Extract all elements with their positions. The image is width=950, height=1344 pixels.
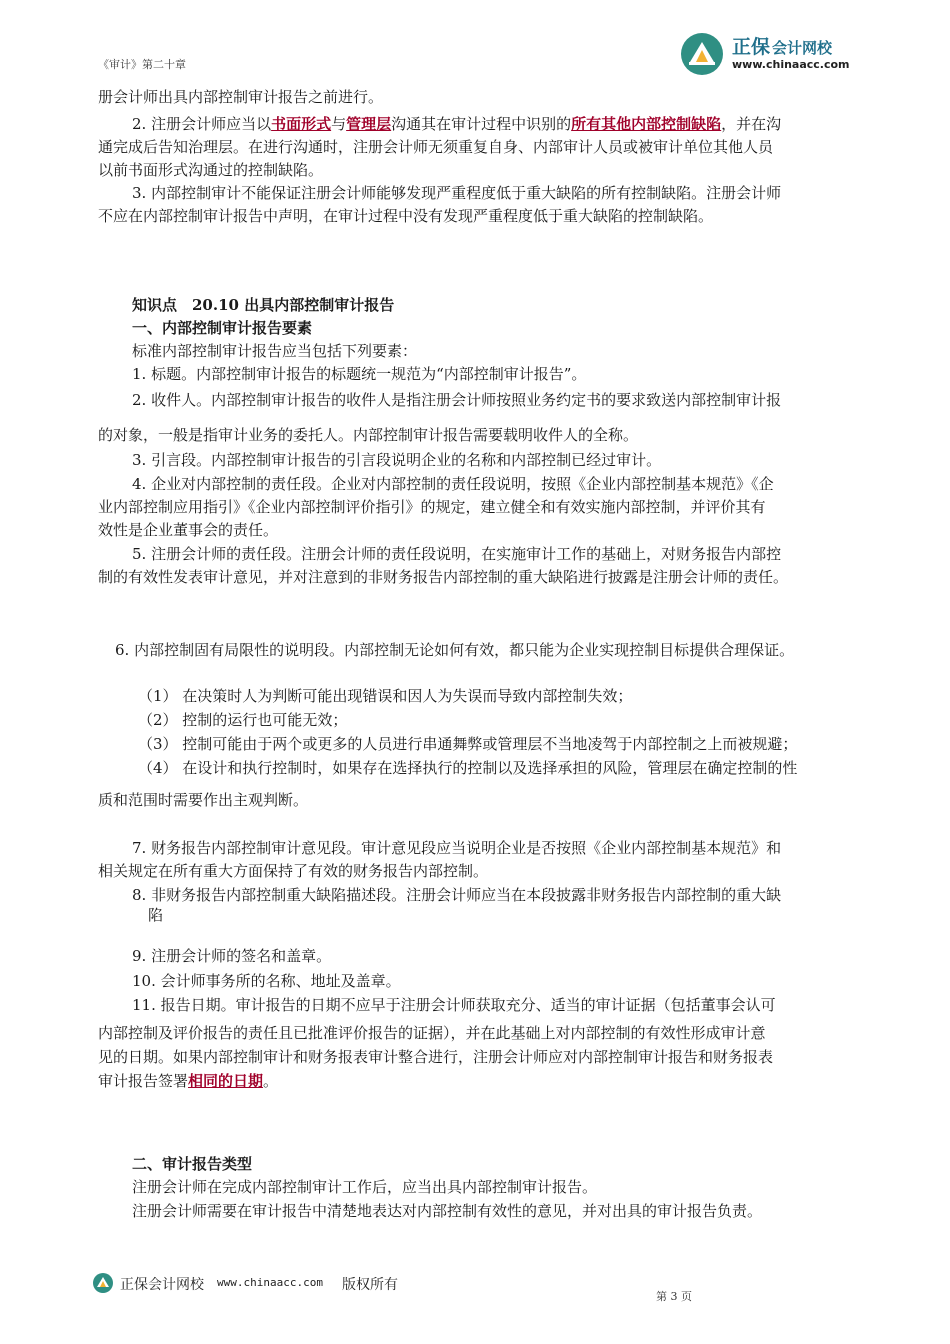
p2-mid1: 与 (331, 115, 347, 133)
logo-icon (680, 32, 728, 76)
keyword-management: 管理层 (346, 115, 392, 133)
limitation-1: （1） 在决策时人为判断可能出现错误和因人为失误而导致内部控制失效； (138, 687, 633, 705)
report-types-line-1: 注册会计师在完成内部控制审计工作后，应当出具内部控制审计报告。 (132, 1178, 598, 1196)
footer-logo-icon (92, 1272, 116, 1294)
logo-url: www.chinaacc.com (732, 58, 850, 71)
element-11-l4-post: 。 (263, 1072, 279, 1090)
element-11-cut-text: 11. 报告日期。审计报告的日期不应早于注册会计师获取充分、适当的审计证据（包括董事会认可 (132, 996, 776, 1014)
section-heading-report-types: 二、审计报告类型 (132, 1155, 253, 1173)
element-10: 10. 会计师事务所的名称、地址及盖章。 (132, 972, 401, 990)
footer-url: www.chinaacc.com (217, 1276, 323, 1289)
para-3-line-2: 不应在内部控制审计报告中声明，在审计过程中没有发现严重程度低于重大缺陷的控制缺陷。 (98, 207, 714, 225)
element-11-line-3: 见的日期。如果内部控制审计和财务报表审计整合进行，注册会计师应对内部控制审计报告和财务报表 (98, 1048, 774, 1066)
element-7-line-2: 相关规定在所有重大方面保持了有效的财务报告内部控制。 (98, 862, 489, 880)
element-7-line-1: 7. 财务报告内部控制审计意见段。审计意见段应当说明企业是否按照《企业内部控制基本规范》和 (132, 839, 782, 857)
keyword-other-deficiencies: 所有其他内部控制缺陷 (571, 115, 722, 133)
report-types-line-2-cut (132, 1201, 832, 1220)
page-number-cut (656, 1288, 696, 1303)
keyword-written-form: 书面形式 (271, 115, 332, 133)
section-heading-elements: 一、内部控制审计报告要素 (132, 319, 313, 337)
brand-logo (680, 28, 880, 80)
p2-mid2: 沟通其在审计过程中识别的 (391, 115, 572, 133)
element-4-line-1: 4. 企业对内部控制的责任段。企业对内部控制的责任段说明，按照《企业内部控制基本规范》《企 (132, 475, 774, 493)
logo-brand (732, 32, 832, 59)
element-4-line-2: 业内部控制应用指引》《企业内部控制评价指引》的规定，建立健全和有效实施内部控制，并评价其有 (98, 498, 766, 516)
element-2-line-2: 的对象，一般是指审计业务的委托人。内部控制审计报告需要载明收件人的全称。 (98, 426, 639, 444)
page-number-text: 第 3 页 (656, 1290, 692, 1303)
p2-pre: 2. 注册会计师应当以 (132, 115, 272, 133)
element-5-line-1: 5. 注册会计师的责任段。注册会计师的责任段说明，在实施审计工作的基础上，对财务报告内部控 (132, 545, 782, 563)
element-11-line-4 (98, 1071, 278, 1091)
element-5-line-2: 制的有效性发表审计意见，并对注意到的非财务报告内部控制的重大缺陷进行披露是注册会计师的责任。 (98, 568, 789, 586)
element-8-line-2: 陷 (148, 906, 164, 924)
element-9: 9. 注册会计师的签名和盖章。 (132, 947, 332, 965)
para-2-line-1 (132, 114, 781, 134)
element-11-line-2: 内部控制及评价报告的责任且已批准评价报告的证据），并在此基础上对内部控制的有效性形成审计意 (98, 1024, 766, 1042)
limitation-3: （3） 控制可能由于两个或更多的人员进行串通舞弊或管理层不当地凌驾于内部控制之上而被规避； (138, 735, 798, 753)
element-8-line-1: 8. 非财务报告内部控制重大缺陷描述段。注册会计师应当在本段披露非财务报告内部控制的重大缺 (132, 886, 782, 904)
element-11-cut (132, 995, 862, 1014)
logo-brand-text: 正保 (732, 36, 771, 58)
para-2-line-3: 以前书面形式沟通过的控制缺陷。 (98, 161, 324, 179)
element-4-line-3: 效性是企业董事会的责任。 (98, 521, 279, 539)
limitation-4-cut-text: （4） 在设计和执行控制时，如果存在选择执行的控制以及选择承担的风险，管理层在确定控制的性 (138, 759, 798, 777)
footer-brand (92, 1272, 432, 1296)
header-fragment-text: 《审计》第二十章 (98, 58, 186, 71)
element-2-cut-text: 2. 收件人。内部控制审计报告的收件人是指注册会计师按照业务约定书的要求致送内部控制审计报 (132, 391, 782, 409)
element-2-cut (132, 391, 862, 410)
keyword-same-date: 相同的日期 (188, 1072, 264, 1090)
limitation-4-line-2: 质和范围时需要作出主观判断。 (98, 791, 309, 809)
header-fragment (98, 56, 208, 71)
elements-intro: 标准内部控制审计报告应当包括下列要素： (132, 342, 418, 360)
logo-sub-text: 会计网校 (772, 39, 833, 57)
element-3: 3. 引言段。内部控制审计报告的引言段说明企业的名称和内部控制已经过审计。 (132, 451, 662, 469)
element-6: 6. 内部控制固有局限性的说明段。内部控制无论如何有效，都只能为企业实现控制目标提供合理保证。 (115, 641, 795, 659)
footer-brand-text: 正保会计网校 (120, 1277, 204, 1293)
para-2-line-2: 通完成后告知治理层。在进行沟通时，注册会计师无须重复自身、内部审计人员或被审计单位其他人员 (98, 138, 774, 156)
limitation-4-cut (138, 758, 858, 777)
element-11-l4-pre: 审计报告签署 (98, 1072, 189, 1090)
element-1: 1. 标题。内部控制审计报告的标题统一规范为“内部控制审计报告”。 (132, 365, 587, 383)
para-3-line-1: 3. 内部控制审计不能保证注册会计师能够发现严重程度低于重大缺陷的所有控制缺陷。注册会计师 (132, 184, 782, 202)
limitation-2: （2） 控制的运行也可能无效； (138, 711, 348, 729)
knowledge-point-title: 知识点 20.10 出具内部控制审计报告 (132, 296, 395, 314)
footer-rights: 版权所有 (342, 1277, 398, 1293)
para-continued: 册会计师出具内部控制审计报告之前进行。 (98, 88, 384, 106)
p2-post: ，并在沟 (721, 115, 782, 133)
report-types-line-2-cut-text: 注册会计师需要在审计报告中清楚地表达对内部控制有效性的意见，并对出具的审计报告负责。 (132, 1202, 763, 1220)
